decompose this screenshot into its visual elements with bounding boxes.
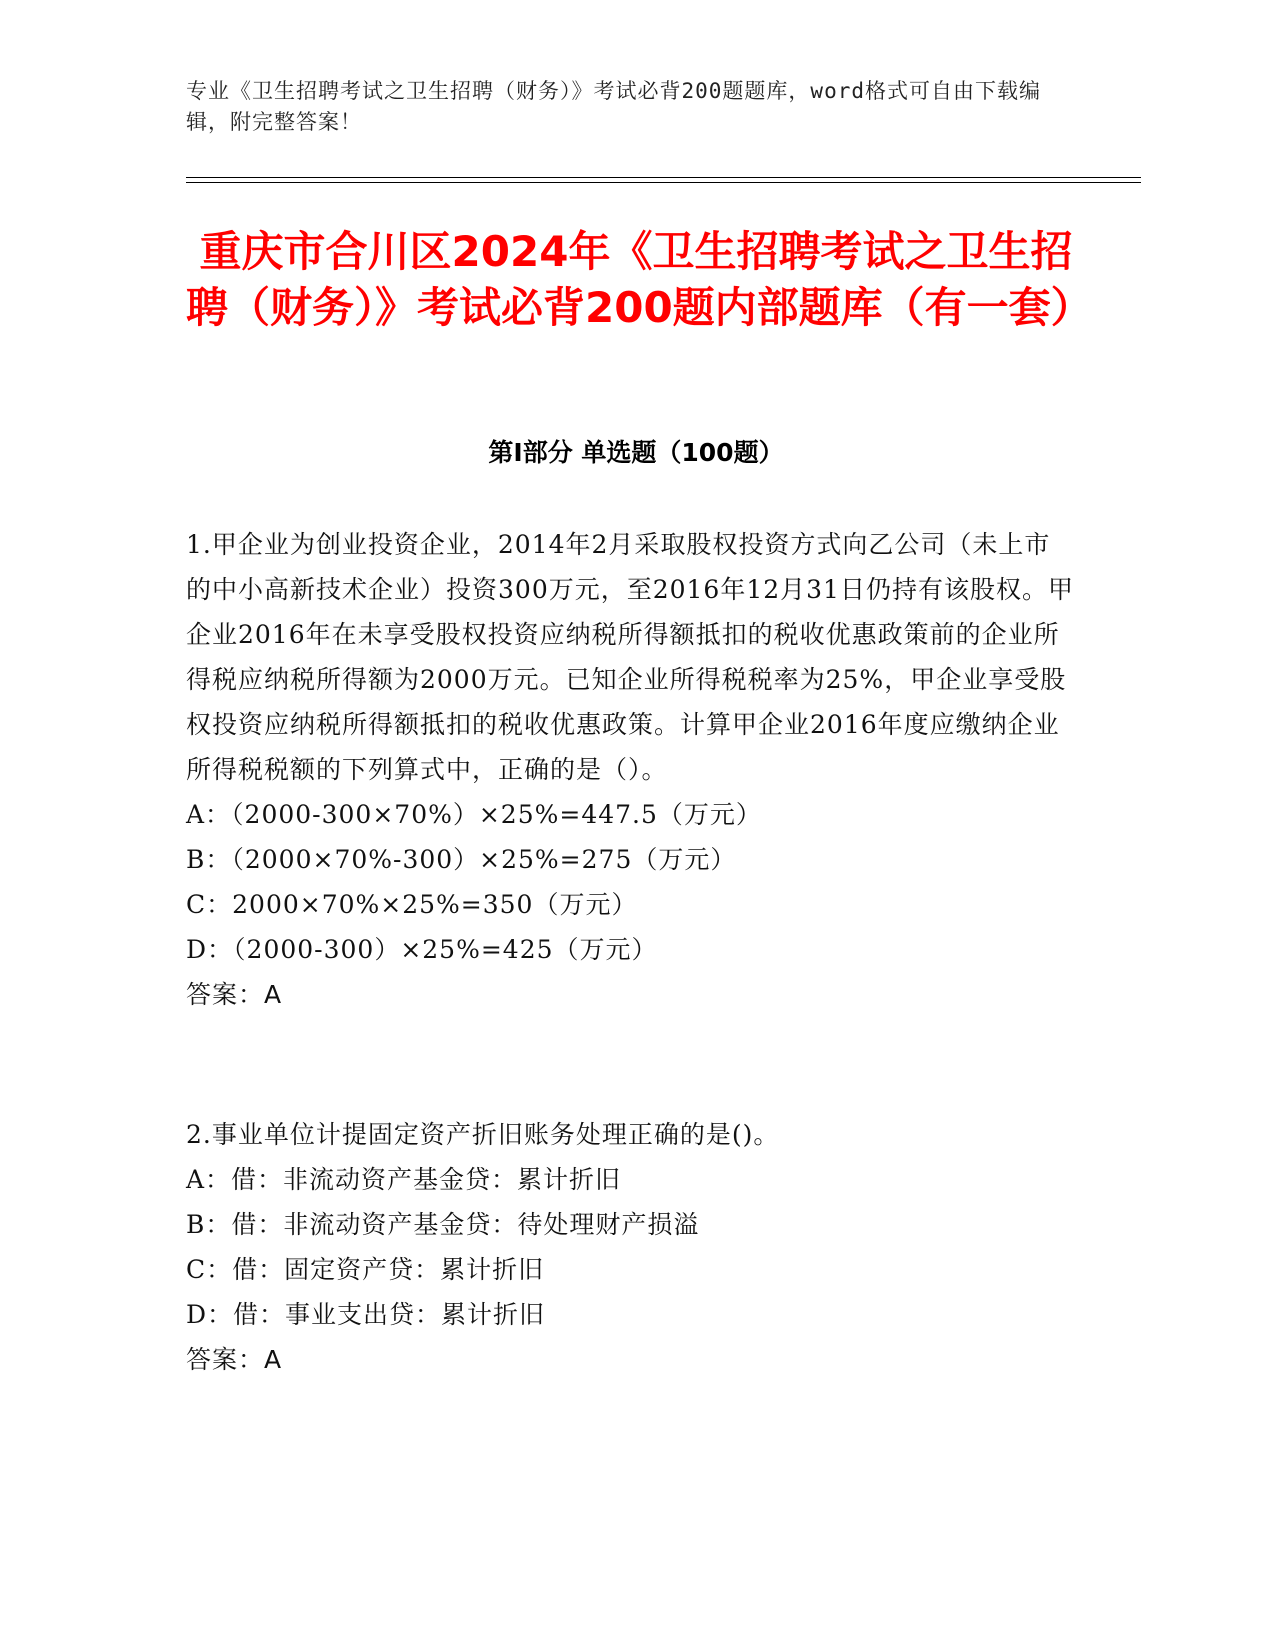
option-d: D：（2000-300）×25%=425（万元） xyxy=(186,935,658,964)
option-c: C：借：固定资产贷：累计折旧 xyxy=(186,1255,545,1284)
header-rule-top xyxy=(186,177,1141,178)
option-b: B：（2000×70%-300）×25%=275（万元） xyxy=(186,845,737,874)
question-1 xyxy=(186,522,1076,1017)
document-title: 重庆市合川区2024年《卫生招聘考试之卫生招聘（财务）》考试必背200题内部题库（有一套） xyxy=(186,227,1093,332)
header-rule-bottom xyxy=(186,182,1141,183)
option-a: A：（2000-300×70%）×25%=447.5（万元） xyxy=(186,800,762,829)
option-a: A：借：非流动资产基金贷：累计折旧 xyxy=(186,1165,622,1194)
option-b: B：借：非流动资产基金贷：待处理财产损溢 xyxy=(186,1210,700,1239)
answer: 答案：A xyxy=(186,980,283,1009)
header-note: 专业《卫生招聘考试之卫生招聘（财务）》考试必背200题题库，word格式可自由下载编辑，附完整答案！ xyxy=(186,79,1041,134)
question-stem: 2.事业单位计提固定资产折旧账务处理正确的是()。 xyxy=(186,1120,780,1149)
answer: 答案：A xyxy=(186,1345,283,1374)
section-heading: 第Ⅰ部分 单选题（100题） xyxy=(488,438,784,467)
option-d: D：借：事业支出贷：累计折旧 xyxy=(186,1300,546,1329)
question-2 xyxy=(186,1112,1076,1382)
option-c: C：2000×70%×25%=350（万元） xyxy=(186,890,638,919)
question-stem: 1.甲企业为创业投资企业，2014年2月采取股权投资方式向乙公司（未上市的中小高新技术企业）投资300万元，至2016年12月31日仍持有该股权。甲企业2016年在未享受股权投资应纳税所得额抵扣的税收优惠政策前的企业所得税应纳税所得额为2000万元。已知企业所得税税率为25%，甲企业享受股权投资应纳税所得额抵扣的税收优惠政策。计算甲企业2016年度应缴纳企业所得税税额的下列算式中，正确的是（）。 xyxy=(186,530,1074,784)
